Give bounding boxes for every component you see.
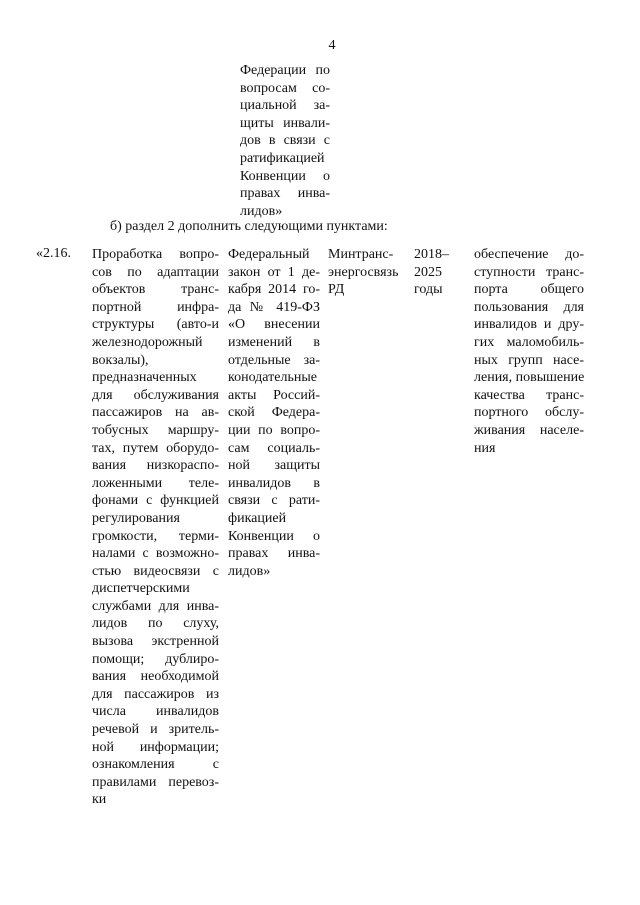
text-line: живания населе-: [474, 422, 584, 438]
executor-cell: [328, 246, 404, 299]
text-line: объектов транс-: [92, 282, 219, 298]
text-line: ления, повышение: [474, 370, 585, 386]
text-line: Федеральный: [228, 247, 310, 262]
text-line: акты Россий-: [228, 387, 320, 403]
text-line: стью видеосвязи с: [92, 563, 219, 579]
text-line: гих маломобиль-: [474, 334, 584, 350]
text-line: громкости, терми-: [92, 528, 219, 544]
text-line: инвалидов и дру-: [474, 317, 584, 333]
text-line: лидов»: [240, 203, 283, 219]
text-line: ной защиты: [228, 458, 320, 474]
text-line: ки: [92, 792, 107, 808]
text-line: правах инва-: [240, 186, 330, 202]
text-line: Минтранс-: [328, 247, 394, 262]
text-line: пользования для: [474, 299, 584, 315]
text-line: сам социаль-: [228, 440, 320, 456]
text-line: помощи; дублиро-: [92, 651, 219, 667]
text-line: регулирования: [92, 510, 180, 526]
text-line: структуры (авто-и: [92, 317, 219, 333]
text-line: Конвенции о: [240, 168, 330, 184]
text-line: ознакомления с: [92, 757, 219, 773]
text-line: службами для инва-: [92, 598, 219, 614]
text-line: 2025: [414, 264, 442, 280]
text-line: инвалидов в: [228, 475, 320, 491]
section-note: б) раздел 2 дополнить следующими пунктами:: [110, 219, 388, 234]
text-line: для обслуживания: [92, 387, 219, 403]
text-line: тобусных маршру-: [92, 422, 219, 438]
text-line: ратификацией: [240, 150, 325, 166]
row-number: «2.16.: [36, 246, 71, 261]
text-line: дов в связи с: [240, 133, 330, 149]
text-line: вания низкораспо-: [92, 458, 219, 474]
text-line: связи с рати-: [228, 493, 320, 509]
text-line: изменений в: [228, 334, 320, 350]
text-line: годы: [414, 282, 443, 298]
text-line: портной инфра-: [92, 299, 219, 315]
text-line: конодательные: [228, 370, 317, 386]
text-line: фикацией: [228, 510, 287, 526]
text-line: лидов»: [228, 563, 271, 579]
text-line: порта общего: [474, 282, 584, 298]
text-line: портного обслу-: [474, 405, 584, 421]
text-line: вызова экстренной: [92, 634, 219, 650]
text-line: «О внесении: [228, 317, 320, 333]
text-line: вопросам со-: [240, 80, 330, 96]
text-line: качества транс-: [474, 387, 584, 403]
text-line: для пассажиров из: [92, 686, 219, 702]
text-line: да № 419-ФЗ: [228, 299, 320, 315]
law-cell: [228, 246, 320, 580]
text-line: правилами перевоз-: [92, 774, 219, 790]
text-line: кабря 2014 го-: [228, 282, 320, 298]
text-line: диспетчерскими: [92, 581, 190, 597]
years-cell: [414, 246, 454, 299]
text-line: пассажиров на ав-: [92, 405, 219, 421]
prev-row-law-cell: [240, 62, 330, 220]
text-line: тах, путем оборудо-: [92, 440, 219, 456]
text-line: циальной за-: [240, 98, 330, 114]
text-line: ской Федера-: [228, 405, 320, 421]
text-line: ной информации;: [92, 739, 219, 755]
text-line: вокзалы),: [92, 352, 149, 368]
text-line: РД: [328, 282, 345, 298]
text-line: числа инвалидов: [92, 704, 219, 720]
text-line: предназначенных: [92, 370, 197, 386]
text-line: Федерации по: [240, 63, 330, 78]
text-line: обеспечение до-: [474, 247, 584, 262]
text-line: правах инва-: [228, 546, 320, 562]
result-cell: [474, 246, 584, 457]
text-line: энергосвязь: [328, 264, 399, 280]
text-line: фонами с функцией: [92, 493, 219, 509]
text-line: ных групп насе-: [474, 352, 584, 368]
text-line: лидов по слуху,: [92, 616, 219, 632]
text-line: отдельные за-: [228, 352, 320, 368]
text-line: щиты инвали-: [240, 115, 330, 131]
text-line: налами с возможно-: [92, 546, 219, 562]
text-line: ции по вопро-: [228, 422, 320, 438]
text-line: железнодорожный: [92, 334, 203, 350]
text-line: ложенными теле-: [92, 475, 219, 491]
activity-cell: [92, 246, 219, 809]
text-line: закон от 1 де-: [228, 264, 320, 280]
text-line: Проработка вопро-: [92, 247, 219, 262]
text-line: ния: [474, 440, 496, 456]
text-line: 2018–: [414, 247, 449, 262]
text-line: речевой и зритель-: [92, 722, 219, 738]
text-line: Конвенции о: [228, 528, 320, 544]
text-line: сов по адаптации: [92, 264, 219, 280]
page-number: 4: [328, 38, 336, 53]
text-line: вания необходимой: [92, 669, 219, 685]
text-line: ступности транс-: [474, 264, 584, 280]
